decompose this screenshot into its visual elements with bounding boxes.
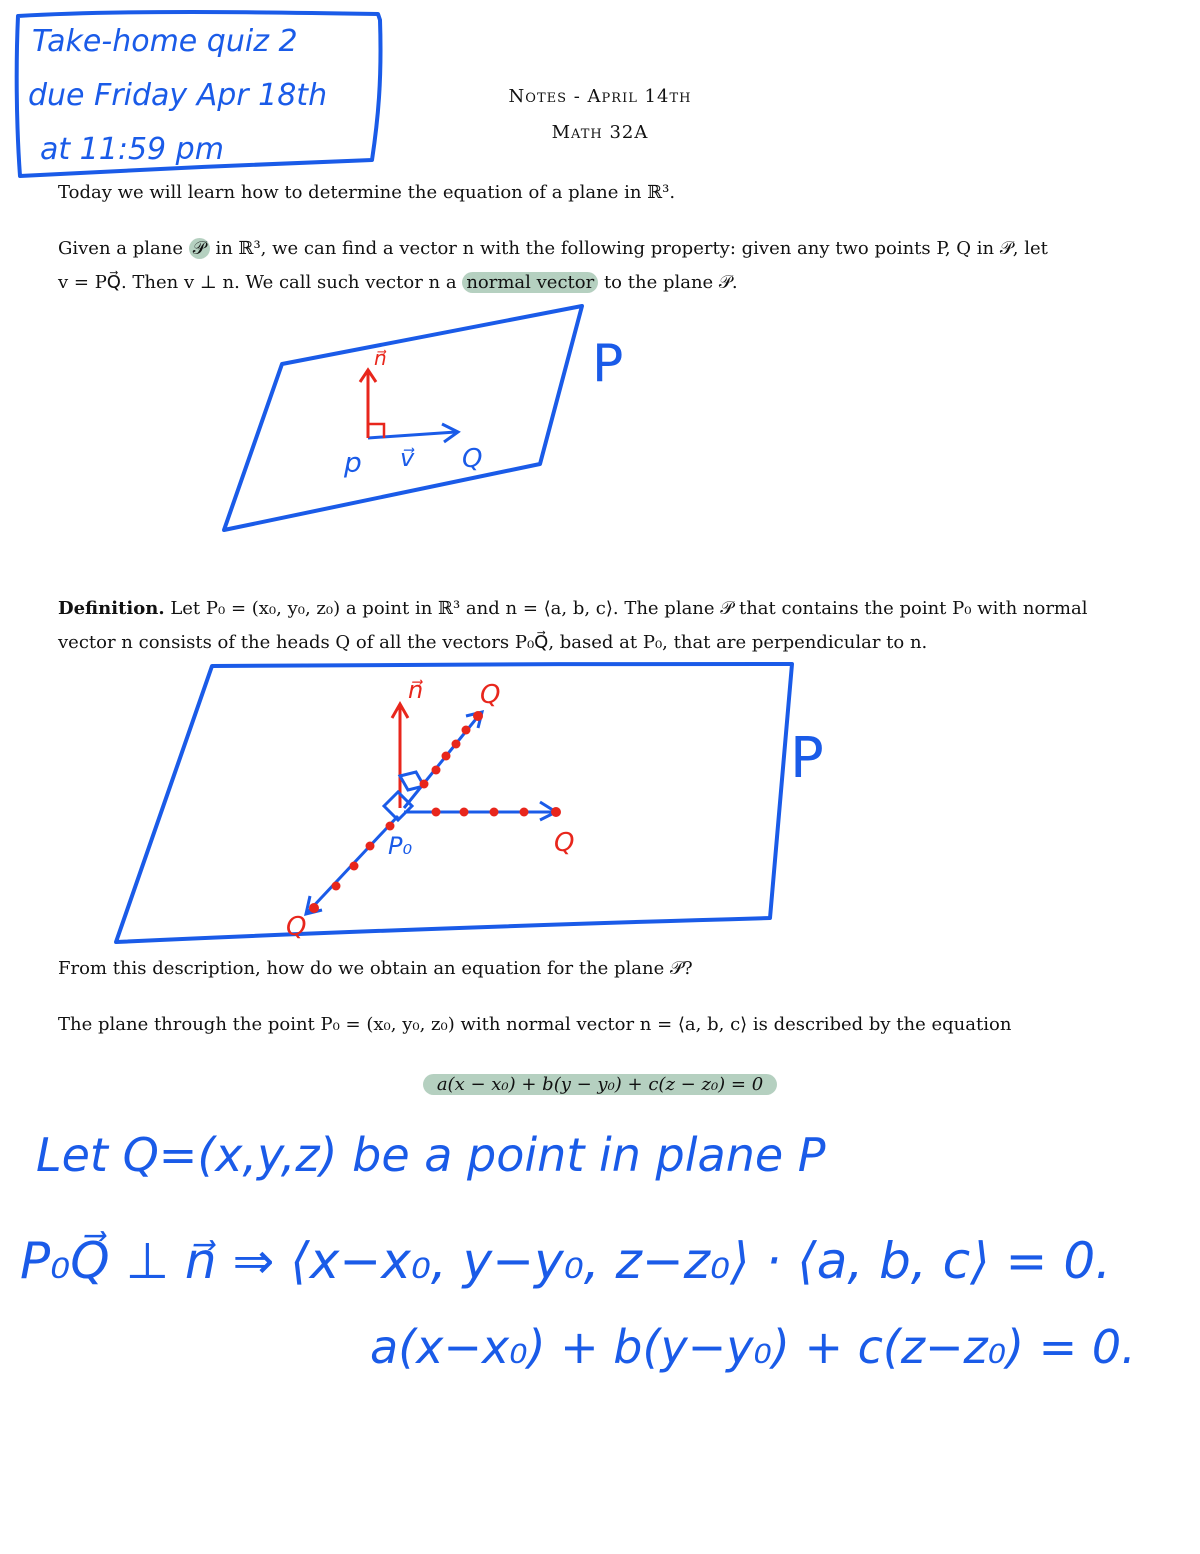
given-part1: Given a plane: [58, 238, 183, 259]
definition-line-1: Let P₀ = (x₀, y₀, z₀) a point in ℝ³ and n = ⟨a, b, c⟩. The plane 𝒫 that contains the point P₀ with normal: [170, 598, 1088, 619]
plane-equation: a(x − x₀) + b(y − y₀) + c(z − z₀) = 0: [423, 1074, 777, 1095]
fig2-p0-label: P₀: [388, 832, 413, 860]
fig1-p-label: p: [344, 446, 362, 479]
normal-vector-highlight: normal vector: [462, 272, 598, 293]
given-part4: to the plane 𝒫.: [603, 272, 738, 293]
statement-text: The plane through the point P₀ = (x₀, y₀, z₀) with normal vector n = ⟨a, b, c⟩ is described by the equation: [58, 1014, 1012, 1035]
derivation-line-1: Let Q=(x,y,z) be a point in plane P: [36, 1128, 826, 1182]
definition-label: Definition.: [58, 598, 165, 619]
derivation-line-2: P₀Q⃗ ⊥ n⃗ ⇒ ⟨x−x₀, y−y₀, z−z₀⟩ · ⟨a, b, c⟩ = 0.: [20, 1232, 1112, 1290]
note-line-2: due Friday Apr 18th: [28, 78, 328, 113]
course-title: Math 32A: [551, 122, 649, 143]
given-part2: in ℝ³, we can find a vector n with the following property: given any two points P, Q in 𝒫, let: [215, 238, 1048, 259]
plane-symbol-highlight: 𝒫: [189, 238, 210, 259]
question-text: From this description, how do we obtain an equation for the plane 𝒫?: [58, 958, 693, 979]
fig2-q-right-label: Q: [554, 828, 575, 858]
page-title: Notes - April 14th: [508, 86, 692, 107]
note-line-3: at 11:59 pm: [40, 132, 224, 167]
definition-line-2: vector n consists of the heads Q of all the vectors P₀Q⃗, based at P₀, that are perpendicular to n.: [58, 632, 928, 653]
fig2-plane-label: P: [790, 726, 824, 791]
derivation-line-3: a(x−x₀) + b(y−y₀) + c(z−z₀) = 0.: [370, 1320, 1136, 1374]
equation-row: [0, 1068, 1200, 1102]
fig1-normal-label: n⃗: [374, 346, 387, 370]
fig1-q-label: Q: [462, 444, 483, 474]
given-part3: v = PQ⃗. Then v ⊥ n. We call such vector n a: [58, 272, 457, 293]
fig2-q-top-label: Q: [480, 680, 501, 710]
fig1-v-label: v⃗: [400, 444, 415, 472]
fig2-q-bottom-label: Q: [286, 912, 307, 942]
note-line-1: Take-home quiz 2: [32, 24, 298, 59]
fig1-plane-label: P: [592, 334, 624, 394]
intro-text: Today we will learn how to determine the equation of a plane in ℝ³.: [58, 182, 676, 203]
fig2-normal-label: n⃗: [408, 676, 424, 704]
